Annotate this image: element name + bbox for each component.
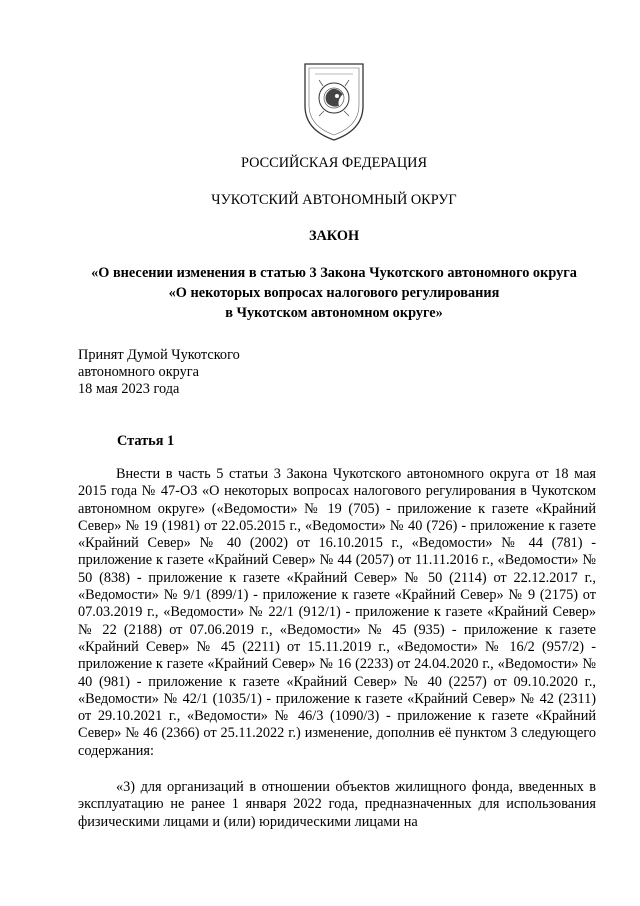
- adoption-line: Принят Думой Чукотского: [78, 347, 240, 363]
- article-paragraph: «3) для организаций в отношении объектов жилищного фонда, введенных в эксплуатацию не ранее 1 января 2022 года, предназначенных для использования физическими лицами и (или) юридическими лицами на: [78, 779, 596, 830]
- adoption-block: [78, 347, 240, 398]
- article-paragraph: Внести в часть 5 статьи 3 Закона Чукотского автономного округа от 18 мая 2015 года № 47-ОЗ «О некоторых вопросах налогового регулирования в Чукотском автономном округе» («Ведомости» № 19 (705) - приложение к газете «Крайний Север» № 19 (1981) от 22.05.2015 г., «Ведомости» № 40 (726) - приложение к газете «Крайний Север» № 40 (2002) от 16.10.2015 г., «Ведомости» № 44 (781) - приложение к газете «Крайний Север» № 44 (2057) от 11.11.2016 г., «Ведомости» № 50 (838) - приложение к газете «Крайний Север» № 50 (2114) от 22.12.2017 г., «Ведомости» № 9/1 (899/1) - приложение к газете «Крайний Север» № 9 (2175) от 07.03.2019 г., «Ведомости» № 22/1 (912/1) - приложение к газете «Крайний Север» № 22 (2188) от 07.06.2019 г., «Ведомости» № 45 (935) - приложение к газете «Крайний Север» № 45 (2211) от 15.11.2019 г., «Ведомости» № 16/2 (957/2) - приложение к газете «Крайний Север» № 16 (2233) от 24.04.2020 г., «Ведомости» № 40 (981) - приложение к газете «Крайний Север» № 40 (2257) от 09.10.2020 г., «Ведомости» № 42/1 (1035/1) - приложение к газете «Крайний Север» № 42 (2311) от 29.10.2021 г., «Ведомости» № 46/3 (1090/3) - приложение к газете «Крайний Север» № 46 (2366) от 25.11.2022 г.) изменение, дополнив её пунктом 3 следующего содержания:: [78, 466, 596, 759]
- document-type: ЗАКОН: [308, 228, 360, 244]
- article-heading: Статья 1: [117, 433, 175, 449]
- adoption-line: автономного округа: [78, 364, 199, 380]
- law-title: [60, 263, 608, 323]
- law-title-line: в Чукотском автономном округе»: [225, 305, 443, 321]
- law-title-line: «О внесении изменения в статью 3 Закона Чукотского автономного округа: [91, 265, 577, 281]
- country-name: РОССИЙСКАЯ ФЕДЕРАЦИЯ: [241, 155, 427, 171]
- law-title-line: «О некоторых вопросах налогового регулирования: [168, 285, 500, 301]
- region-name: ЧУКОТСКИЙ АВТОНОМНЫЙ ОКРУГ: [211, 192, 457, 208]
- adoption-date: 18 мая 2023 года: [78, 381, 180, 397]
- coat-of-arms-icon: [299, 60, 369, 144]
